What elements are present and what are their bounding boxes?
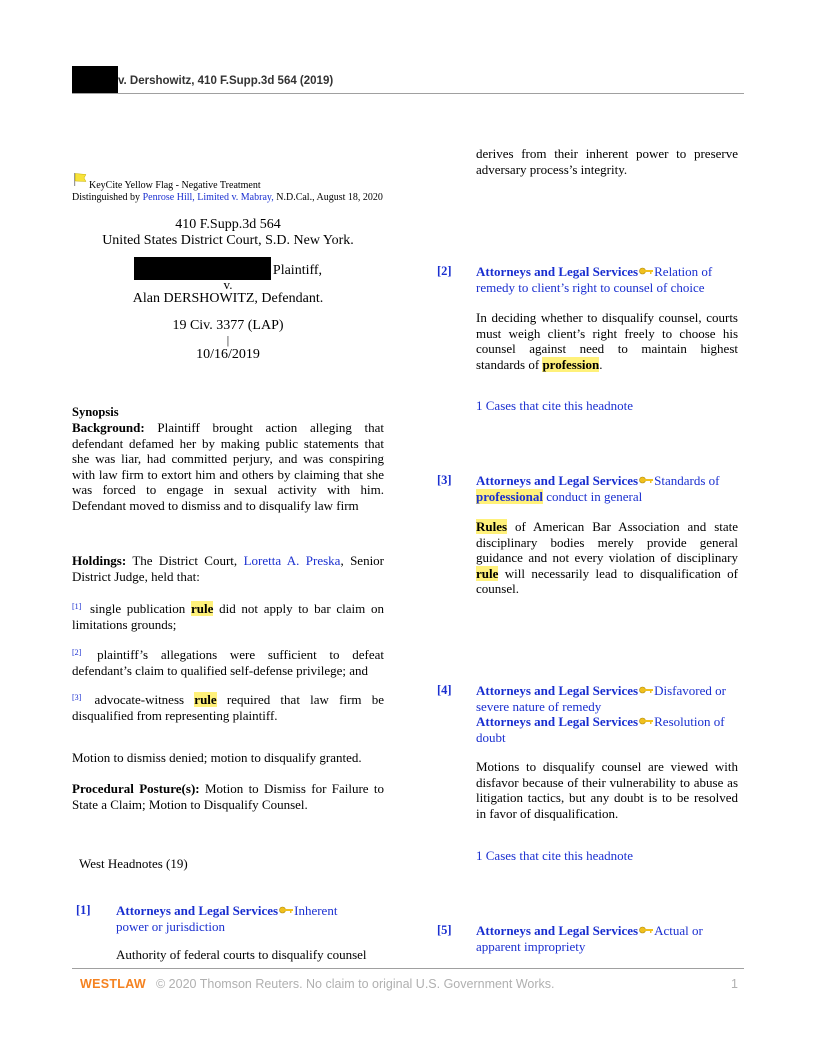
- page-footer: [72, 968, 744, 998]
- key-number-icon: [639, 267, 653, 275]
- headnote-4-citing-link[interactable]: 1 Cases that cite this headnote: [476, 848, 634, 863]
- versus: v.: [223, 277, 233, 292]
- docket-number: 19 Civ. 3377 (LAP): [172, 318, 284, 333]
- background-paragraph: Background: Plaintiff brought action alleging that defendant defamed her by making public statements that she was liar, had committed perjury, and was conspiring with law firm to extort him and others by claiming that she was forced to engage in sexual activity with him. Defendant moved to dismiss and to disqualify law firm: [72, 420, 385, 513]
- caption-separator: |: [226, 333, 230, 347]
- headnote-3-title[interactable]: Attorneys and Legal Services Standards of professional conduct in general: [476, 473, 720, 504]
- holding-3: [3] advocate-witness rule required that law firm be disqualified from representing plaintiff.: [72, 692, 384, 723]
- west-headnotes-label: West Headnotes (19): [79, 856, 188, 871]
- holding-2-ref[interactable]: [2]: [72, 648, 82, 657]
- decision-date: 10/16/2019: [196, 347, 260, 362]
- headnote-4-text: Motions to disqualify counsel are viewed with disfavor because of their vulnerability to abuse as litigation tactics, but any doubt is to be resolved in favor of disqualification.: [476, 759, 738, 821]
- headnote-1-number[interactable]: [1]: [76, 903, 91, 917]
- headnote-4-number[interactable]: [4]: [437, 683, 452, 697]
- headnote-4-title[interactable]: Attorneys and Legal Services Disfavored or severe nature of remedy Attorneys and Legal Services Resolution of doubt: [476, 683, 726, 745]
- yellow-flag-icon[interactable]: [73, 172, 87, 186]
- holding-1: [1] single publication rule did not apply to bar claim on limitations grounds;: [72, 601, 384, 632]
- keycite-distinguished: Distinguished by Penrose Hill, Limited v. Mabray, N.D.Cal., August 18, 2020: [72, 192, 383, 203]
- headnote-3-text: Rules of American Bar Association and state disciplinary bodies merely provide general guidance and not every violation of disciplinary rule will necessarily lead to disqualification of counsel.: [476, 519, 739, 596]
- headnote-2-text: In deciding whether to disqualify counsel, courts must weigh client’s right freely to choose his counsel against need to maintain highest standards of profession.: [476, 310, 738, 372]
- court-name: United States District Court, S.D. New York.: [102, 233, 354, 248]
- key-number-icon: [639, 717, 653, 725]
- key-number-icon: [639, 686, 653, 694]
- citation: 410 F.Supp.3d 564: [175, 217, 281, 232]
- headnote-5-title[interactable]: Attorneys and Legal Services Actual or apparent impropriety: [476, 923, 703, 954]
- redaction-block: [72, 66, 118, 93]
- procedural-posture: Procedural Posture(s): Motion to Dismiss for Failure to State a Claim; Motion to Disqualify Counsel.: [72, 781, 385, 812]
- key-number-icon: [639, 926, 653, 934]
- headnote-2-title[interactable]: Attorneys and Legal Services Relation of remedy to client’s right to counsel of choice: [476, 264, 713, 295]
- holding-1-ref[interactable]: [1]: [72, 602, 82, 611]
- key-number-icon: [639, 476, 653, 484]
- page-header: [72, 66, 744, 94]
- plaintiff-line: Plaintiff,: [72, 257, 384, 280]
- synopsis-heading: Synopsis: [72, 405, 119, 419]
- headnote-3-number[interactable]: [3]: [437, 473, 452, 487]
- keycite-flag-label: KeyCite Yellow Flag - Negative Treatment: [89, 180, 261, 191]
- headnote-1-text-start: Authority of federal courts to disqualify counsel: [116, 947, 367, 962]
- key-number-icon: [279, 906, 293, 914]
- judge-link[interactable]: Loretta A. Preska: [243, 553, 341, 568]
- copyright-notice: © 2020 Thomson Reuters. No claim to original U.S. Government Works.: [156, 977, 555, 991]
- holding-2: [2] plaintiff’s allegations were sufficient to defeat defendant’s claim to qualified self-defense privilege; and: [72, 647, 385, 678]
- headnote-1-title[interactable]: Attorneys and Legal Services Inherent power or jurisdiction: [116, 903, 338, 934]
- headnote-5-number[interactable]: [5]: [437, 923, 452, 937]
- holding-3-ref[interactable]: [3]: [72, 693, 82, 702]
- distinguished-case-link[interactable]: Penrose Hill, Limited v. Mabray,: [142, 192, 274, 203]
- page-number: 1: [731, 977, 738, 991]
- headnote-2-number[interactable]: [2]: [437, 264, 452, 278]
- headnote-2-citing-link[interactable]: 1 Cases that cite this headnote: [476, 398, 634, 413]
- holdings-paragraph: Holdings: The District Court, Loretta A. Preska, Senior District Judge, held that:: [72, 553, 385, 584]
- disposition: Motion to dismiss denied; motion to disqualify granted.: [72, 750, 362, 765]
- defendant-line: Alan DERSHOWITZ, Defendant.: [132, 291, 324, 306]
- headnote-1-text-continued: derives from their inherent power to preserve adversary process’s integrity.: [476, 146, 738, 177]
- header-title: v. Dershowitz, 410 F.Supp.3d 564 (2019): [118, 75, 334, 87]
- westlaw-logo: WESTLAW: [80, 977, 146, 991]
